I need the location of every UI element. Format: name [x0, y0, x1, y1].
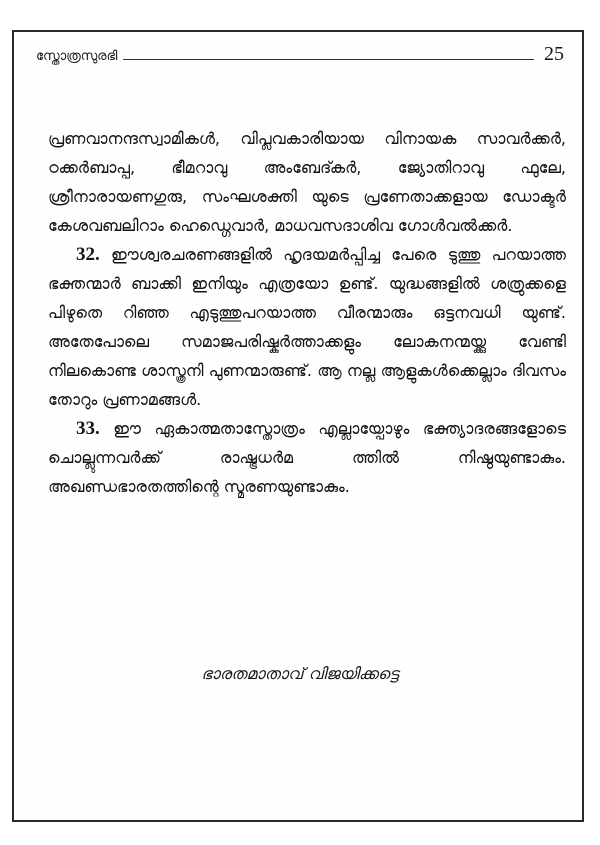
- verse-32-text: ഈശ്വരചരണങ്ങളിൽ ഹൃദയമർപ്പിച്ച പേരെ ടുത്തു പറയാത്ത ഭക്തന്മാർ ബാക്കി ഇനിയും എത്രയോ ഉണ്ട്. യുദ്ധങ്ങളിൽ ശത്രുക്കളെ പിഴുതെ റിഞ്ഞ എടുത്തുപറയാത്ത വീരന്മാരും ഒട്ടനവധി യുണ്ട്. അതേപോലെ സമാജപരിഷ്കർത്താക്കളും ലോകനന്മയ്ക്കു വേണ്ടി നിലകൊണ്ട ശാസ്ത്രനി പുണന്മാരുണ്ട്. ആ നല്ല ആളുകൾക്കെല്ലാം ദിവസം തോറും പ്രണാമങ്ങൾ.: [48, 245, 566, 409]
- verse-32-number: 32.: [76, 244, 100, 265]
- verse-33-text: ഈ ഏകാത്മതാസ്തോത്രം എല്ലായ്പോഴും ഭക്ത്യാദരങ്ങളോടെ ചൊല്ലുന്നവർക്ക് രാഷ്ട്രധർമ ത്തിൽ നിഷ്ഠയുണ്ടാകും. അഖണ്ഡഭാരതത്തിന്റെ സ്മരണയുണ്ടാകും.: [48, 419, 566, 496]
- verse-32: [48, 240, 566, 414]
- paragraph-1: പ്രണവാനന്ദസ്വാമികൾ, വിപ്ലവകാരിയായ വിനായക സാവർക്കർ, ഠക്കർബാപ്പ, ഭീമറാവു അംബേദ്കർ, ജ്യോതിറാവു ഫുലേ, ശ്രീനാരായണഗുരു, സംഘശക്തി യുടെ പ്രണേതാക്കളായ ഡോക്ടർ കേശവബലിറാം ഹെഡ്ഗെവാർ, മാധവസദാശിവ ഗോൾവൽക്കർ.: [48, 129, 566, 235]
- page-number: 25: [544, 43, 564, 65]
- body-text: [48, 124, 566, 501]
- verse-33: [48, 414, 566, 501]
- header-rule: [123, 59, 534, 60]
- running-header: [36, 36, 564, 64]
- closing-line: ഭാരതമാതാവ് വിജയിക്കട്ടെ: [201, 664, 399, 683]
- verse-33-number: 33.: [76, 418, 100, 439]
- running-title: സ്തോത്രസുരഭി: [36, 49, 118, 64]
